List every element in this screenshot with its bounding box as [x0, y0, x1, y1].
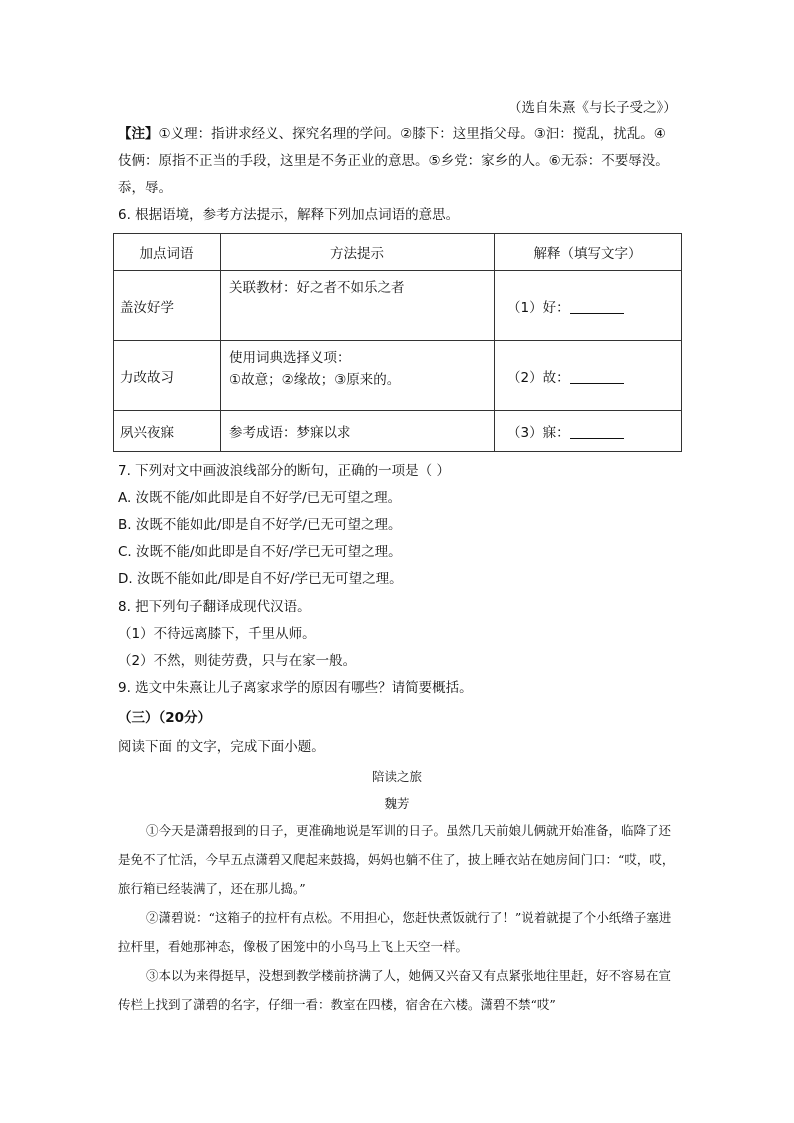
essay-paragraph-2: ②潇碧说：“这箱子的拉杆有点松。不用担心，您赶快煮饭就行了！”说着就提了个小纸绺子塞进拉杆里，看她那神态，像极了困笼中的小鸟马上飞上天空一样。 — [118, 910, 672, 954]
translation-item-1: （1）不待远离膝下，千里从师。 — [118, 626, 316, 642]
word-cell: 夙兴夜寐 — [114, 411, 221, 452]
option-c: C. 汝既不能/如此即是自不好/学已无可望之理。 — [118, 544, 402, 560]
essay-paragraph-1: ①今天是潇碧报到的日子，更准确地说是军训的日子。虽然几天前娘儿俩就开始准备，临降了还是免不了忙活，今早五点潇碧又爬起来鼓捣，妈妈也躺不住了，披上睡衣站在她房间门口：“哎，哎，旅行箱已经装满了，还在那儿捣。” — [118, 823, 675, 896]
section-3-heading: （三）（20分） — [118, 710, 212, 726]
question-7-title: 7. 下列对文中画波浪线部分的断句，正确的一项是（ ） — [118, 463, 450, 479]
word-cell: 力改故习 — [114, 341, 221, 411]
translation-item-2: （2）不然，则徒劳费，只与在家一般。 — [118, 653, 357, 669]
hint-text: 使用词典选择义项： — [229, 350, 351, 366]
option-b: B. 汝既不能如此/即是自不好学/已无可望之理。 — [118, 517, 402, 533]
note-line-1 — [118, 124, 666, 144]
note-text-1: ①义理：指讲求经义、探究名理的学问。②膝下：这里指父母。③汩：搅乱，扰乱。④ — [158, 126, 666, 142]
note-line-2: 伎俩：原指不正当的手段，这里是不务正业的意思。⑤乡党：家乡的人。⑥无忝：不要辱没。 — [118, 153, 669, 169]
answer-label: （1）好： — [507, 299, 570, 316]
hint-cell — [221, 341, 495, 411]
answer-blank[interactable] — [570, 299, 624, 314]
essay-title: 陪读之旅 — [371, 769, 422, 784]
answer-label: （2）故： — [507, 369, 570, 386]
table-header: 加点词语 — [114, 234, 221, 271]
essay-author: 魏芳 — [384, 796, 410, 811]
hint-text: 关联教材：好之者不如乐之者 — [229, 280, 405, 296]
question-9-title: 9. 选文中朱熹让儿子离家求学的原因有哪些？请简要概括。 — [118, 680, 473, 696]
hint-cell — [221, 271, 495, 341]
note-line-3: 忝，辱。 — [118, 180, 172, 196]
hint-text: 参考成语：梦寐以求 — [229, 425, 351, 441]
answer-label: （3）寐： — [507, 425, 570, 441]
table-header: 解释（填写文字） — [495, 234, 682, 271]
table-header: 方法提示 — [221, 234, 495, 271]
table-header-row — [114, 234, 682, 271]
section-3-instruction: 阅读下面 的文字，完成下面小题。 — [118, 739, 325, 755]
hint-options: ①故意；②缘故；③原来的。 — [229, 372, 401, 388]
answer-cell[interactable] — [495, 341, 682, 411]
answer-blank[interactable] — [570, 424, 624, 439]
answer-cell[interactable] — [495, 411, 682, 452]
word-cell: 盖汝好学 — [114, 271, 221, 341]
question-6-title: 6. 根据语境，参考方法提示，解释下列加点词语的意思。 — [118, 207, 460, 223]
essay-paragraph-3: ③本以为来得挺早，没想到教学楼前挤满了人，她俩又兴奋又有点紧张地往里赶，好不容易在宣传栏上找到了潇碧的名字，仔细一看：教室在四楼，宿舍在六楼。潇碧不禁“哎” — [118, 968, 672, 1012]
table-row — [114, 341, 682, 411]
hint-cell — [221, 411, 495, 452]
question-8-title: 8. 把下列句子翻译成现代汉语。 — [118, 599, 311, 615]
note-label: 【注】 — [118, 126, 159, 142]
option-d: D. 汝既不能如此/即是自不好/学已无可望之理。 — [118, 571, 403, 587]
question-6-table — [113, 233, 682, 452]
answer-blank[interactable] — [570, 369, 624, 384]
table-row — [114, 271, 682, 341]
source-citation: （选自朱熹《与长子受之》） — [508, 100, 677, 116]
answer-cell[interactable] — [495, 271, 682, 341]
option-a: A. 汝既不能/如此即是自不好学/已无可望之理。 — [118, 490, 402, 506]
table-row — [114, 411, 682, 452]
